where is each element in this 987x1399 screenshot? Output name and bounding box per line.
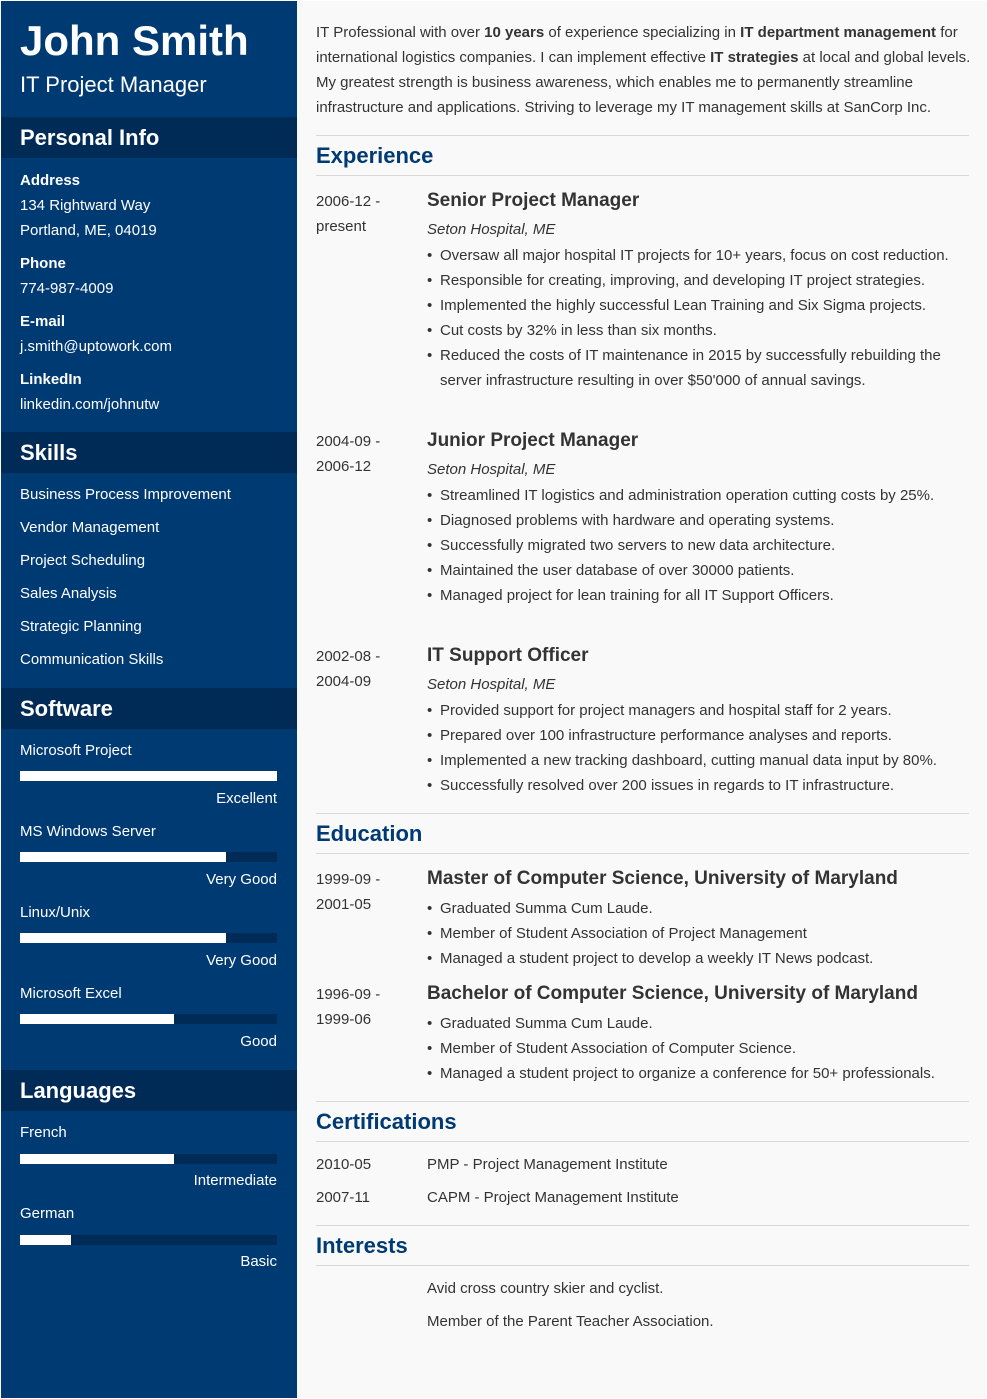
education-date: 1996-09 - 1999-06 — [316, 986, 381, 1028]
software-name: MS Windows Server — [20, 823, 156, 840]
summary-paragraph: IT Professional with over 10 years of experience specializing in IT department management for international logistics companies. I can implement effective IT strategies at local and global levels. My greatest strength is business awareness, which enables me to permanently streamline infrastructure and applications. Striving to leverage my IT management skills at SanCorp Inc. — [316, 24, 971, 116]
sidebar — [1, 1, 297, 1398]
software-level-bar — [20, 852, 277, 862]
language-name: French — [20, 1124, 67, 1141]
skill-item: Vendor Management — [20, 519, 160, 536]
list-item: • Successfully resolved over 200 issues in regards to IT infrastructure. — [427, 773, 967, 798]
languages-heading: Languages — [1, 1070, 297, 1111]
job-date: 2006-12 - present — [316, 193, 381, 235]
list-item: • Implemented the highly successful Lean Training and Six Sigma projects. — [427, 293, 967, 318]
software-name: Microsoft Excel — [20, 985, 122, 1002]
divider — [316, 813, 969, 814]
software-name: Microsoft Project — [20, 742, 132, 759]
phone-label: Phone — [20, 255, 66, 272]
software-level-label: Excellent — [216, 790, 277, 807]
skill-item: Sales Analysis — [20, 585, 117, 602]
skills-heading: Skills — [1, 432, 297, 473]
list-item: • Implemented a new tracking dashboard, cutting manual data input by 80%. — [427, 748, 967, 773]
list-item: • Oversaw all major hospital IT projects for 10+ years, focus on cost reduction. — [427, 243, 967, 268]
job-title: Senior Project Manager — [427, 190, 640, 211]
job-bullets — [427, 243, 967, 393]
software-level-fill — [20, 771, 277, 781]
skill-item: Strategic Planning — [20, 618, 142, 635]
email-label: E-mail — [20, 313, 66, 330]
job-employer: Seton Hospital, ME — [427, 221, 556, 238]
job-bullets — [427, 698, 967, 798]
software-level-bar — [20, 1014, 277, 1024]
job-title: Junior Project Manager — [427, 430, 639, 451]
degree-title: Master of Computer Science, University of Maryland — [427, 868, 898, 889]
education-heading: Education — [316, 821, 423, 846]
divider — [316, 1141, 969, 1142]
software-level-fill — [20, 1014, 174, 1024]
job-date: 2002-08 - 2004-09 — [316, 648, 381, 690]
certification-name: CAPM - Project Management Institute — [427, 1189, 679, 1206]
software-name: Linux/Unix — [20, 904, 91, 921]
degree-title: Bachelor of Computer Science, University of Maryland — [427, 983, 918, 1004]
certification-name: PMP - Project Management Institute — [427, 1156, 668, 1173]
education-date: 1999-09 - 2001-05 — [316, 871, 381, 913]
divider — [316, 175, 969, 176]
linkedin-label: LinkedIn — [20, 371, 82, 388]
skill-item: Communication Skills — [20, 651, 164, 668]
main-content — [297, 1, 986, 1398]
divider — [316, 853, 969, 854]
divider — [316, 1265, 969, 1266]
list-item: • Graduated Summa Cum Laude. — [427, 1011, 967, 1036]
address-line2: Portland, ME, 04019 — [20, 222, 157, 239]
list-item: • Maintained the user database of over 30000 patients. — [427, 558, 967, 583]
list-item: • Streamlined IT logistics and administration operation cutting costs by 25%. — [427, 483, 967, 508]
list-item: • Reduced the costs of IT maintenance in 2015 by successfully rebuilding the server infrastructure resulting in over $50'000 of annual savings. — [427, 343, 967, 393]
divider — [316, 1225, 969, 1226]
list-item: • Graduated Summa Cum Laude. — [427, 896, 967, 921]
interest-item: Member of the Parent Teacher Association. — [427, 1313, 714, 1330]
interests-heading: Interests — [316, 1233, 408, 1258]
phone-value: 774-987-4009 — [20, 280, 114, 297]
interest-item: Avid cross country skier and cyclist. — [427, 1280, 664, 1297]
certification-date: 2010-05 — [316, 1156, 372, 1173]
software-level-label: Good — [240, 1033, 277, 1050]
address-line1: 134 Rightward Way — [20, 197, 151, 214]
language-level-bar — [20, 1235, 277, 1245]
candidate-title: IT Project Manager — [20, 72, 207, 97]
list-item: • Member of Student Association of Project Management — [427, 921, 967, 946]
list-item: • Managed a student project to organize a conference for 50+ professionals. — [427, 1061, 967, 1086]
software-level-fill — [20, 852, 226, 862]
job-employer: Seton Hospital, ME — [427, 461, 556, 478]
software-heading: Software — [1, 688, 297, 729]
email-value[interactable]: j.smith@uptowork.com — [20, 338, 172, 355]
job-employer: Seton Hospital, ME — [427, 676, 556, 693]
list-item: • Managed a student project to develop a weekly IT News podcast. — [427, 946, 967, 971]
skill-item: Project Scheduling — [20, 552, 146, 569]
list-item: • Cut costs by 32% in less than six months. — [427, 318, 967, 343]
divider — [316, 135, 969, 136]
list-item: • Diagnosed problems with hardware and operating systems. — [427, 508, 967, 533]
software-level-fill — [20, 933, 226, 943]
list-item: • Provided support for project managers and hospital staff for 2 years. — [427, 698, 967, 723]
job-title: IT Support Officer — [427, 645, 589, 666]
list-item: • Managed project for lean training for all IT Support Officers. — [427, 583, 967, 608]
address-label: Address — [20, 172, 81, 189]
candidate-name: John Smith — [20, 17, 249, 64]
education-bullets — [427, 1011, 967, 1086]
personal-info-heading: Personal Info — [1, 117, 297, 158]
job-date: 2004-09 - 2006-12 — [316, 433, 381, 475]
language-name: German — [20, 1205, 75, 1222]
language-level-label: Basic — [240, 1253, 277, 1270]
software-level-bar — [20, 933, 277, 943]
software-level-bar — [20, 771, 277, 781]
language-level-fill — [20, 1154, 174, 1164]
list-item: • Responsible for creating, improving, and developing IT project strategies. — [427, 268, 967, 293]
language-level-label: Intermediate — [193, 1172, 277, 1189]
certification-date: 2007-11 — [316, 1189, 370, 1206]
education-bullets — [427, 896, 967, 971]
language-level-fill — [20, 1235, 71, 1245]
certifications-heading: Certifications — [316, 1109, 457, 1134]
software-level-label: Very Good — [206, 952, 277, 969]
list-item: • Successfully migrated two servers to new data architecture. — [427, 533, 967, 558]
experience-heading: Experience — [316, 143, 434, 168]
linkedin-value[interactable]: linkedin.com/johnutw — [20, 396, 160, 413]
divider — [316, 1101, 969, 1102]
job-bullets — [427, 483, 967, 608]
language-level-bar — [20, 1154, 277, 1164]
skill-item: Business Process Improvement — [20, 486, 231, 503]
software-level-label: Very Good — [206, 871, 277, 888]
list-item: • Prepared over 100 infrastructure performance analyses and reports. — [427, 723, 967, 748]
list-item: • Member of Student Association of Computer Science. — [427, 1036, 967, 1061]
